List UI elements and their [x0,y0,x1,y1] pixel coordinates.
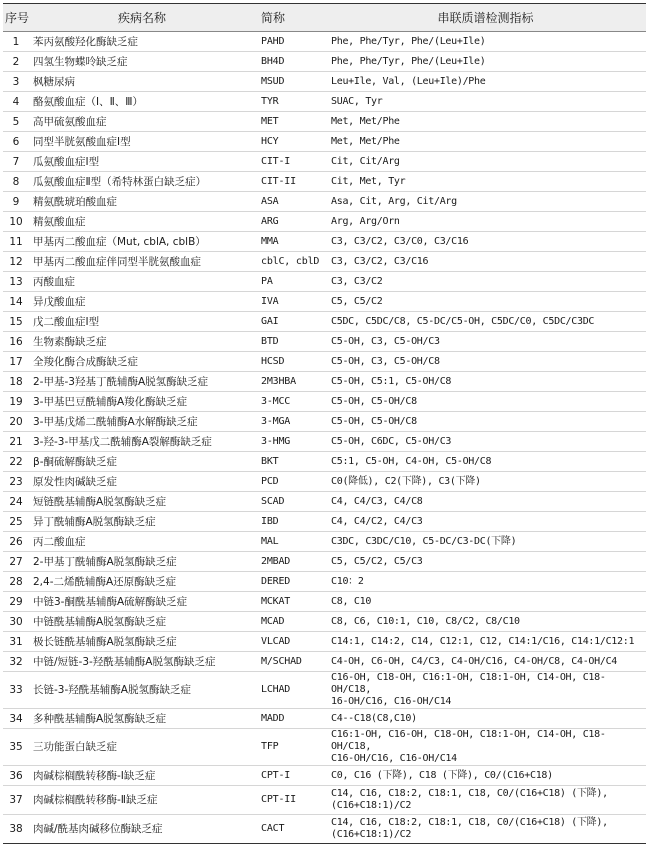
disease-name: 短链酰基辅酶A脱氢酶缺乏症 [29,492,255,512]
disease-name: 三功能蛋白缺乏症 [29,729,255,766]
detection-indicators [325,52,646,72]
row-number: 8 [3,172,29,192]
disease-abbr: 3-MGA [255,412,325,432]
indicator-line: C4, C4/C2, C4/C3 [331,515,423,527]
table-row [3,372,646,392]
disease-abbr: cblC, cblD [255,252,325,272]
disease-abbr: BKT [255,452,325,472]
table-row [3,132,646,152]
disease-abbr: MET [255,112,325,132]
detection-indicators [325,232,646,252]
detection-indicators [325,252,646,272]
row-number: 9 [3,192,29,212]
indicator-line: C16:1-OH, C16-OH, C18-OH, C18:1-OH, C14-OH, C18-OH/C18, [331,729,606,752]
table-row [3,32,646,52]
disease-abbr: 2MBAD [255,552,325,572]
table-row [3,392,646,412]
table-row [3,412,646,432]
detection-indicators [325,312,646,332]
row-number: 13 [3,272,29,292]
indicator-line: 16-OH/C16, C16-OH/C14 [331,696,452,707]
indicator-line: C16-OH, C18-OH, C16:1-OH, C18:1-OH, C14-OH, C18-OH/C18, [331,672,606,695]
disease-name: 中链酰基辅酶A脱氢酶缺乏症 [29,612,255,632]
indicator-line: Met, Met/Phe [331,135,400,147]
disease-abbr: PA [255,272,325,292]
table-row [3,72,646,92]
disease-name: β-酮硫解酶缺乏症 [29,452,255,472]
header-indicators: 串联质谱检测指标 [325,4,646,32]
disease-name: 多种酰基辅酶A脱氢酶缺乏症 [29,709,255,729]
disease-abbr: LCHAD [255,672,325,709]
detection-indicators [325,632,646,652]
disease-name: 生物素酶缺乏症 [29,332,255,352]
disease-name: 2-甲基-3羟基丁酰辅酶A脱氢酶缺乏症 [29,372,255,392]
disease-abbr: ASA [255,192,325,212]
header-row [3,4,646,32]
row-number: 4 [3,92,29,112]
row-number: 2 [3,52,29,72]
indicator-line: Met, Met/Phe [331,115,400,127]
disease-abbr: 3-MCC [255,392,325,412]
row-number: 21 [3,432,29,452]
table-row [3,512,646,532]
table-row [3,52,646,72]
indicator-line: Arg, Arg/Orn [331,215,400,227]
row-number: 20 [3,412,29,432]
disease-name: 瓜氨酸血症Ⅱ型（希特林蛋白缺乏症） [29,172,255,192]
indicator-line: C5, C5/C2 [331,295,383,307]
table-row [3,729,646,766]
disease-abbr: MADD [255,709,325,729]
disease-name: 精氨酸血症 [29,212,255,232]
disease-name: 戊二酸血症Ⅰ型 [29,312,255,332]
table-row [3,272,646,292]
detection-indicators [325,815,646,844]
detection-indicators [325,729,646,766]
indicator-line: Phe, Phe/Tyr, Phe/(Leu+Ile) [331,55,486,67]
indicator-line: C5-OH, C6DC, C5-OH/C3 [331,435,452,447]
table-row [3,112,646,132]
table-row [3,552,646,572]
table-body [3,32,646,844]
disease-abbr: VLCAD [255,632,325,652]
detection-indicators [325,512,646,532]
row-number: 1 [3,32,29,52]
disease-name: 全羧化酶合成酶缺乏症 [29,352,255,372]
disease-abbr: PAHD [255,32,325,52]
detection-indicators [325,709,646,729]
row-number: 28 [3,572,29,592]
disease-name: 丙酸血症 [29,272,255,292]
detection-indicators [325,672,646,709]
header-no: 序号 [3,4,29,32]
indicator-line: C5-OH, C5:1, C5-OH/C8 [331,375,452,387]
detection-indicators [325,532,646,552]
indicator-line: C0, C16 (下降), C18 (下降), C0/(C16+C18) [331,769,553,781]
table-row [3,572,646,592]
disease-abbr: BTD [255,332,325,352]
disease-name: 肉碱棕榈酰转移酶-Ⅱ缺乏症 [29,786,255,815]
disease-abbr: CIT-II [255,172,325,192]
row-number: 30 [3,612,29,632]
indicator-line: Leu+Ile, Val, (Leu+Ile)/Phe [331,75,486,87]
indicator-line: C5:1, C5-OH, C4-OH, C5-OH/C8 [331,455,492,467]
disease-name: 丙二酸血症 [29,532,255,552]
indicator-line: C5-OH, C5-OH/C8 [331,395,417,407]
detection-indicators [325,612,646,632]
disease-abbr: CPT-I [255,766,325,786]
row-number: 19 [3,392,29,412]
disease-abbr: SCAD [255,492,325,512]
detection-indicators [325,592,646,612]
table-row [3,232,646,252]
disease-name: 异戊酸血症 [29,292,255,312]
disease-name: 精氨酰琥珀酸血症 [29,192,255,212]
row-number: 5 [3,112,29,132]
disease-name: 肉碱棕榈酰转移酶-Ⅰ缺乏症 [29,766,255,786]
table-row [3,592,646,612]
disease-abbr: MMA [255,232,325,252]
disease-name: 肉碱/酰基肉碱移位酶缺乏症 [29,815,255,844]
header-abbr: 简称 [255,4,325,32]
row-number: 35 [3,729,29,766]
row-number: 36 [3,766,29,786]
indicator-line: Asa, Cit, Arg, Cit/Arg [331,195,457,207]
disease-abbr: PCD [255,472,325,492]
indicator-line: C3, C3/C2, C3/C0, C3/C16 [331,235,469,247]
disease-abbr: CPT-II [255,786,325,815]
detection-indicators [325,786,646,815]
detection-indicators [325,352,646,372]
indicator-line: C5-OH, C5-OH/C8 [331,415,417,427]
indicator-line: C16-OH/C16, C16-OH/C14 [331,753,457,764]
disease-name: 原发性肉碱缺乏症 [29,472,255,492]
disease-name: 枫糖尿病 [29,72,255,92]
table-row [3,652,646,672]
row-number: 12 [3,252,29,272]
row-number: 34 [3,709,29,729]
indicator-line: SUAC, Tyr [331,95,383,107]
table-row [3,352,646,372]
detection-indicators [325,292,646,312]
screening-table [3,3,646,844]
table-row [3,472,646,492]
detection-indicators [325,572,646,592]
row-number: 26 [3,532,29,552]
table-row [3,432,646,452]
disease-abbr: M/SCHAD [255,652,325,672]
detection-indicators [325,412,646,432]
table-row [3,786,646,815]
table-row [3,332,646,352]
disease-abbr: MCKAT [255,592,325,612]
disease-name: 同型半胱氨酸血症Ⅰ型 [29,132,255,152]
table-row [3,672,646,709]
row-number: 24 [3,492,29,512]
disease-name: 甲基丙二酸血症伴同型半胱氨酸血症 [29,252,255,272]
row-number: 15 [3,312,29,332]
disease-abbr: MAL [255,532,325,552]
indicator-line: C10：2 [331,575,364,587]
indicator-line: C5-OH, C3, C5-OH/C3 [331,335,440,347]
disease-name: 四氢生物蝶呤缺乏症 [29,52,255,72]
disease-name: 3-羟-3-甲基戊二酰辅酶A裂解酶缺乏症 [29,432,255,452]
disease-abbr: DERED [255,572,325,592]
disease-abbr: 3-HMG [255,432,325,452]
table-row [3,532,646,552]
row-number: 29 [3,592,29,612]
table-row [3,492,646,512]
row-number: 7 [3,152,29,172]
disease-abbr: TFP [255,729,325,766]
row-number: 14 [3,292,29,312]
indicator-line: C14, C16, C18:2, C18:1, C18, C0/(C16+C18) (下降), [331,817,608,828]
row-number: 10 [3,212,29,232]
header-disease: 疾病名称 [29,4,255,32]
disease-name: 高甲硫氨酸血症 [29,112,255,132]
indicator-line: C8, C6, C10:1, C10, C8/C2, C8/C10 [331,615,520,627]
table-header [3,4,646,32]
indicator-line: (C16+C18:1)/C2 [331,800,412,811]
disease-abbr: IVA [255,292,325,312]
indicator-line: C5-OH, C3, C5-OH/C8 [331,355,440,367]
disease-abbr: IBD [255,512,325,532]
disease-name: 酪氨酸血症（Ⅰ、Ⅱ、Ⅲ） [29,92,255,112]
disease-abbr: 2M3HBA [255,372,325,392]
table-row [3,192,646,212]
disease-name: 极长链酰基辅酶A脱氢酶缺乏症 [29,632,255,652]
detection-indicators [325,72,646,92]
detection-indicators [325,152,646,172]
row-number: 22 [3,452,29,472]
disease-name: 2-甲基丁酰辅酶A脱氢酶缺乏症 [29,552,255,572]
indicator-line: C4--C18(C8,C10) [331,712,417,724]
table-row [3,212,646,232]
detection-indicators [325,92,646,112]
detection-indicators [325,192,646,212]
disease-name: 中链3-酮酰基辅酶A硫解酶缺乏症 [29,592,255,612]
table-row [3,709,646,729]
row-number: 31 [3,632,29,652]
table-row [3,292,646,312]
detection-indicators [325,492,646,512]
disease-abbr: ARG [255,212,325,232]
disease-abbr: CACT [255,815,325,844]
table-row [3,632,646,652]
table-row [3,815,646,844]
disease-name: 长链-3-羟酰基辅酶A脱氢酶缺乏症 [29,672,255,709]
detection-indicators [325,372,646,392]
row-number: 25 [3,512,29,532]
detection-indicators [325,332,646,352]
table-row [3,152,646,172]
disease-name: 甲基丙二酸血症（Mut, cblA, cblB） [29,232,255,252]
disease-abbr: GAI [255,312,325,332]
table-row [3,766,646,786]
row-number: 33 [3,672,29,709]
indicator-line: C14:1, C14:2, C14, C12:1, C12, C14:1/C16, C14:1/C12:1 [331,635,635,647]
detection-indicators [325,652,646,672]
row-number: 11 [3,232,29,252]
row-number: 3 [3,72,29,92]
indicator-line: C0(降低), C2(下降), C3(下降) [331,475,481,487]
indicator-line: C5, C5/C2, C5/C3 [331,555,423,567]
table-row [3,92,646,112]
detection-indicators [325,212,646,232]
detection-indicators [325,766,646,786]
row-number: 38 [3,815,29,844]
disease-name: 中链/短链-3-羟酰基辅酶A脱氢酶缺乏症 [29,652,255,672]
row-number: 27 [3,552,29,572]
disease-abbr: TYR [255,92,325,112]
disease-abbr: HCSD [255,352,325,372]
detection-indicators [325,552,646,572]
table-row [3,172,646,192]
indicator-line: C8, C10 [331,595,372,607]
indicator-line: C3, C3/C2, C3/C16 [331,255,429,267]
row-number: 6 [3,132,29,152]
disease-abbr: CIT-I [255,152,325,172]
indicator-line: Cit, Met, Tyr [331,175,406,187]
indicator-line: C14, C16, C18:2, C18:1, C18, C0/(C16+C18) (下降), [331,788,608,799]
table-row [3,312,646,332]
table-row [3,612,646,632]
disease-name: 3-甲基戊烯二酰辅酶A水解酶缺乏症 [29,412,255,432]
row-number: 17 [3,352,29,372]
detection-indicators [325,432,646,452]
row-number: 16 [3,332,29,352]
indicator-line: C4-OH, C6-OH, C4/C3, C4-OH/C16, C4-OH/C8, C4-OH/C4 [331,655,618,667]
indicator-line: Cit, Cit/Arg [331,155,400,167]
detection-indicators [325,32,646,52]
row-number: 32 [3,652,29,672]
detection-indicators [325,132,646,152]
row-number: 18 [3,372,29,392]
indicator-line: C3, C3/C2 [331,275,383,287]
detection-indicators [325,452,646,472]
table-row [3,252,646,272]
indicator-line: C3DC, C3DC/C10, C5-DC/C3-DC(下降) [331,535,517,547]
row-number: 37 [3,786,29,815]
table-row [3,452,646,472]
indicator-line: C4, C4/C3, C4/C8 [331,495,423,507]
disease-abbr: MCAD [255,612,325,632]
detection-indicators [325,272,646,292]
indicator-line: Phe, Phe/Tyr, Phe/(Leu+Ile) [331,35,486,47]
disease-abbr: HCY [255,132,325,152]
row-number: 23 [3,472,29,492]
detection-indicators [325,172,646,192]
disease-name: 瓜氨酸血症Ⅰ型 [29,152,255,172]
detection-indicators [325,392,646,412]
indicator-line: C5DC, C5DC/C8, C5-DC/C5-OH, C5DC/C0, C5DC/C3DC [331,315,595,327]
indicator-line: (C16+C18:1)/C2 [331,829,412,840]
disease-name: 异丁酰辅酶A脱氢酶缺乏症 [29,512,255,532]
detection-indicators [325,112,646,132]
disease-abbr: MSUD [255,72,325,92]
disease-abbr: BH4D [255,52,325,72]
disease-name: 2,4-二烯酰辅酶A还原酶缺乏症 [29,572,255,592]
detection-indicators [325,472,646,492]
disease-name: 3-甲基巴豆酰辅酶A羧化酶缺乏症 [29,392,255,412]
disease-name: 苯丙氨酸羟化酶缺乏症 [29,32,255,52]
